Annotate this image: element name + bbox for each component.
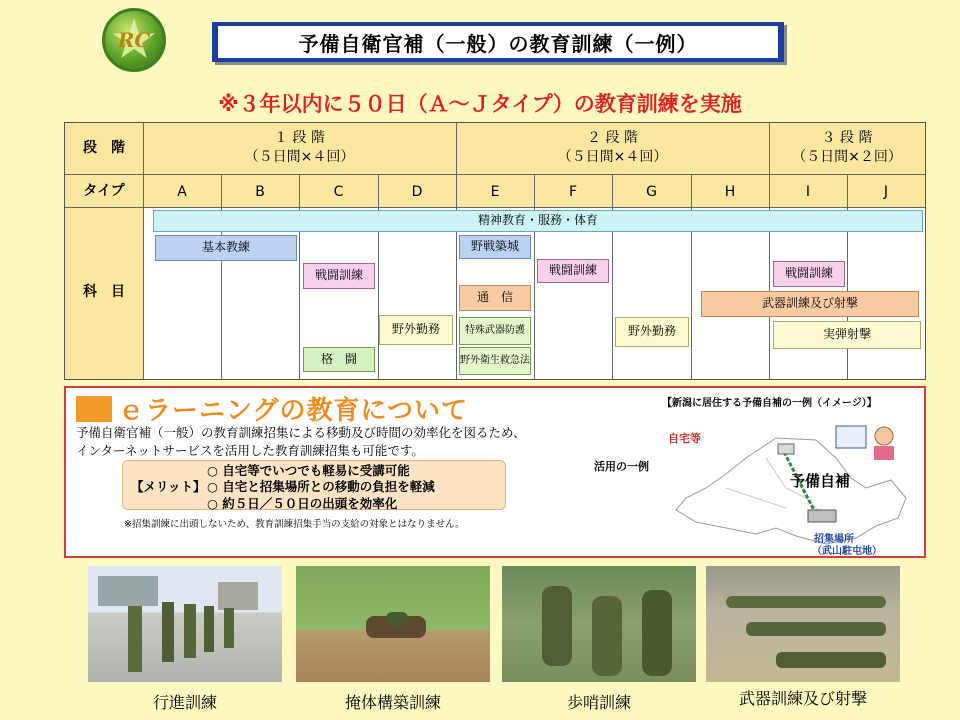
stage-2: [456, 129, 769, 167]
photo-shooting: [706, 566, 900, 682]
subject-field-g: 野外勤務: [615, 317, 689, 347]
stage-1: [143, 129, 456, 167]
japan-map: [594, 418, 916, 557]
elearning-desc-line-2: インターネットサービスを活用した教育訓練招集も可能です。: [76, 443, 424, 459]
photo-trench: [296, 566, 490, 682]
elearning-panel: [64, 386, 926, 558]
map-caption: 【新潟に居住する予備自補の一例（イメージ）】: [662, 398, 877, 409]
map-home-label: 自宅等: [668, 432, 701, 445]
stage-1-detail: （５日間×４回）: [244, 148, 355, 165]
elearning-desc-line-1: 予備自衛官補（一般）の教育訓練招集による移動及び時間の効率化を図るため、: [76, 425, 526, 440]
type-h: H: [724, 184, 736, 200]
photo-caption: 歩哨訓練: [566, 693, 631, 712]
subject-spirit: 精神教育・服務・体育: [153, 210, 923, 232]
subject-grapple: 格 闘: [303, 347, 375, 372]
page-title: 予備自衛官補（一般）の教育訓練（一例）: [218, 26, 778, 58]
stage-3-name: ３ 段 階: [821, 130, 873, 146]
photo-sentry: [502, 566, 696, 682]
photo-march: [88, 566, 282, 682]
subtitle: ※３年以内に５０日（Ａ～Ｊタイプ）の教育訓練を実施: [218, 92, 742, 116]
elearning-title: ｅラーニングの教育について: [118, 396, 468, 426]
subject-comms: 通 信: [459, 285, 531, 311]
merit-label: 【メリット】: [131, 479, 206, 494]
row-label-stage: 段 階: [83, 140, 125, 156]
subject-combat-f: 戦闘訓練: [537, 259, 609, 283]
subject-field-d: 野外勤務: [379, 315, 453, 345]
type-e: E: [490, 184, 500, 200]
stage-3-detail: （５日間×２回）: [792, 148, 902, 165]
type-f: F: [568, 184, 578, 200]
subject-basic: 基本教練: [155, 235, 297, 261]
photo-caption: 行進訓練: [152, 693, 217, 712]
row-label-type: タイプ: [83, 183, 125, 199]
stage-2-detail: （５日間×４回）: [557, 148, 668, 165]
orange-square-icon: [76, 396, 112, 422]
merit-item: ○ 約５日／５０日の出頭を効率化: [207, 495, 398, 511]
logo-text: RC: [117, 28, 151, 52]
stage-1-name: １ 段 階: [274, 130, 325, 146]
subject-weapons: 武器訓練及び射撃: [701, 291, 919, 317]
subject-combat-i: 戦闘訓練: [773, 261, 845, 287]
subject-combat-c: 戦闘訓練: [303, 263, 375, 289]
type-d: D: [411, 184, 423, 200]
subject-field-fort: 野戦築城: [459, 235, 531, 259]
rc-logo: [102, 8, 166, 72]
elearning-note: ※招集訓練に出頭しないため、教育訓練招集手当の支給の対象とはなりません。: [124, 519, 465, 530]
photo-caption: 武器訓練及び射撃: [738, 689, 867, 708]
merit-item: ○ 自宅等でいつでも軽易に受講可能: [207, 463, 410, 478]
photo-caption: 掩体構築訓練: [344, 693, 441, 712]
type-j: J: [883, 184, 889, 200]
title-bar: [212, 22, 784, 62]
stage-3: [769, 129, 925, 167]
row-label-subject: 科 目: [83, 284, 125, 300]
subject-live-fire: 実弾射撃: [773, 321, 921, 349]
training-table: [64, 122, 926, 380]
merit-list: [207, 463, 435, 512]
label-column: [65, 123, 143, 379]
stage-2-name: ２ 段 階: [587, 130, 638, 146]
map-person-label: 予備自補: [790, 472, 851, 490]
merit-box: [122, 460, 506, 510]
type-i: I: [805, 184, 811, 200]
map-place-1: 招集場所: [814, 534, 854, 545]
type-a: A: [177, 184, 187, 200]
map-place-2: （武山駐屯地）: [812, 546, 882, 557]
subject-special-weapons: 特殊武器防護: [459, 317, 531, 345]
type-b: B: [255, 184, 265, 200]
map-usage-label: 活用の一例: [594, 460, 649, 473]
type-c: C: [333, 184, 344, 200]
merit-item: ○ 自宅と招集場所との移動の負担を軽減: [207, 479, 435, 495]
type-g: G: [646, 184, 657, 200]
elearning-description: [76, 424, 526, 460]
subject-field-hygiene: 野外衛生救急法: [459, 347, 531, 375]
